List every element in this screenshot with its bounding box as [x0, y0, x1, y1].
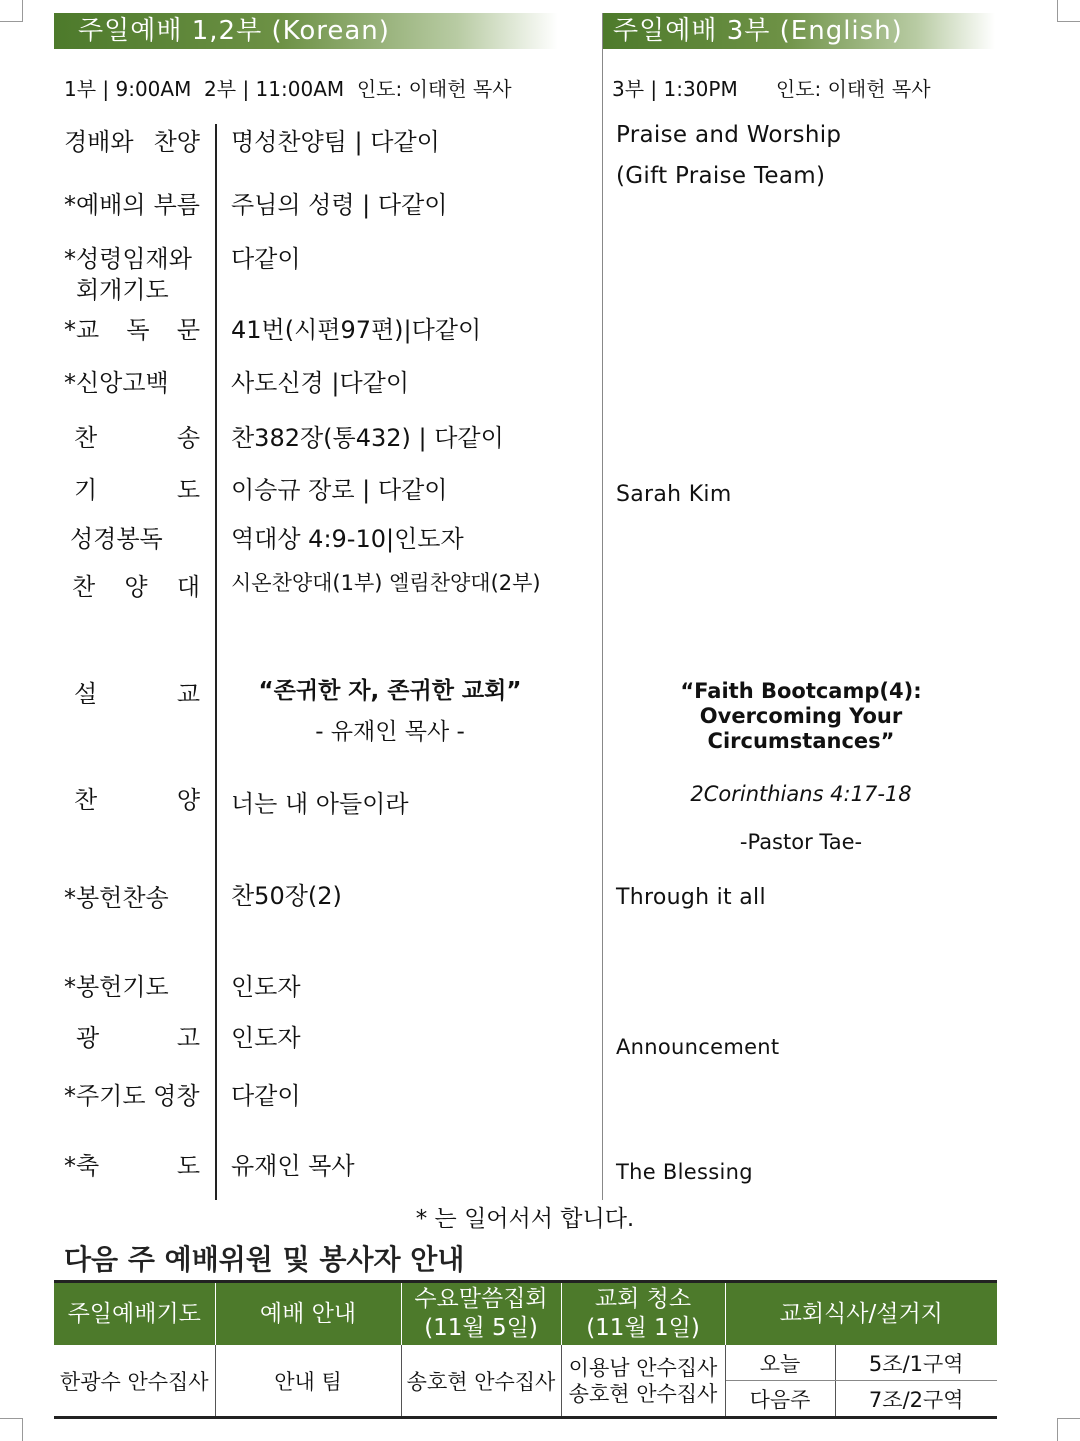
order-label: *주기도 영창 — [64, 1082, 200, 1110]
header-wednesday-line1: 수요말씀집회 — [414, 1286, 548, 1312]
header-cleaning-line2: (11월 1일) — [586, 1315, 700, 1341]
cell-cleaning-line2: 송호현 안수집사 — [568, 1381, 718, 1406]
header-prayer: 주일예배기도 — [54, 1282, 215, 1346]
cell-meal-next-label: 다음주 — [725, 1381, 835, 1418]
cell-usher: 안내 팀 — [215, 1345, 401, 1418]
korean-sermon — [230, 672, 550, 746]
header-wednesday-line2: (11월 5일) — [424, 1315, 538, 1341]
english-worship: Praise and Worship — [616, 122, 842, 148]
english-announcement: Announcement — [616, 1035, 780, 1059]
english-blessing: The Blessing — [616, 1160, 753, 1184]
next-week-title: 다음 주 예배위원 및 봉사자 안내 — [64, 1243, 465, 1276]
order-value: 역대상 4:9-10|인도자 — [231, 525, 464, 553]
sermon-scripture: 2Corinthians 4:17-18 — [690, 782, 912, 806]
cell-prayer: 한광수 안수집사 — [54, 1345, 215, 1418]
cell-meal-next-value: 7조/2구역 — [835, 1381, 997, 1418]
order-value: 너는 내 아들이라 — [231, 790, 409, 818]
order-value: 인도자 — [231, 973, 301, 1001]
header-cleaning — [561, 1282, 725, 1346]
order-label: 찬 양 — [74, 786, 200, 814]
header-cleaning-line1: 교회 청소 — [594, 1286, 692, 1312]
header-wednesday — [401, 1282, 561, 1346]
sermon-title: “존귀한 자, 존귀한 교회” — [258, 678, 522, 704]
cell-meal-today-label: 오늘 — [725, 1345, 835, 1381]
english-worship-team: (Gift Praise Team) — [616, 163, 826, 189]
column-divider — [215, 124, 217, 1200]
english-sermon — [605, 679, 997, 854]
order-value: 찬382장(통432) | 다같이 — [231, 424, 504, 452]
cell-meal-today-value: 5조/1구역 — [835, 1345, 997, 1381]
korean-service-header: 주일예배 1,2부 (Korean) — [54, 13, 558, 49]
order-value: 다같이 — [231, 1082, 301, 1110]
order-label: *신앙고백 — [64, 369, 169, 397]
order-value: 인도자 — [231, 1024, 301, 1052]
volunteer-table — [54, 1280, 997, 1419]
korean-service-subheader: 1부 | 9:00AM 2부 | 11:00AM 인도: 이태헌 목사 — [64, 77, 512, 101]
order-value: 사도신경 |다같이 — [231, 369, 410, 397]
cell-wednesday: 송호현 안수집사 — [401, 1345, 561, 1418]
order-label: *교 독 문 — [64, 316, 200, 344]
order-label: *봉헌기도 — [64, 973, 169, 1001]
page-corner-mark — [1057, 1418, 1080, 1441]
order-label: 기 도 — [74, 476, 200, 504]
cell-cleaning-line1: 이용남 안수집사 — [568, 1355, 718, 1380]
order-value: 다같이 — [231, 245, 301, 273]
english-service-header: 주일예배 3부 (English) — [603, 13, 995, 49]
section-divider — [602, 13, 603, 1200]
order-value: 유재인 목사 — [231, 1152, 355, 1180]
standing-note: * 는 일어서서 합니다. — [415, 1206, 635, 1232]
header-meal: 교회식사/설거지 — [725, 1282, 997, 1346]
order-label: *축 도 — [64, 1152, 200, 1180]
page-corner-mark — [0, 0, 23, 22]
page-corner-mark — [1057, 0, 1080, 22]
order-label: *봉헌찬송 — [64, 884, 169, 912]
table-row — [54, 1345, 997, 1381]
order-value: 주님의 성령 | 다같이 — [231, 191, 448, 219]
english-song: Through it all — [616, 885, 766, 910]
order-label: 찬 송 — [74, 424, 200, 452]
order-value: 시온찬양대(1부) 엘림찬양대(2부) — [231, 571, 541, 595]
cell-cleaning — [561, 1345, 725, 1418]
order-label: 찬 양 대 — [72, 573, 200, 601]
order-label: 성경봉독 — [70, 525, 163, 553]
sermon-preacher: -Pastor Tae- — [739, 830, 863, 854]
sermon-title-line2: Overcoming Your Circumstances” — [699, 704, 903, 753]
header-usher: 예배 안내 — [215, 1282, 401, 1346]
order-label-line2: 회개기도 — [76, 276, 169, 304]
order-value: 이승규 장로 | 다같이 — [231, 476, 448, 504]
order-value: 명성찬양팀 | 다같이 — [231, 128, 440, 156]
sermon-title-line1: “Faith Bootcamp(4): — [680, 679, 922, 703]
order-label: 광 고 — [76, 1024, 200, 1052]
order-label: *예배의 부름 — [64, 191, 200, 219]
order-label: 설 교 — [74, 680, 200, 708]
order-value: 찬50장(2) — [231, 882, 342, 910]
order-label: 경배와 찬양 — [64, 128, 200, 156]
sermon-preacher: - 유재인 목사 - — [315, 719, 465, 745]
page-corner-mark — [0, 1418, 23, 1441]
table-header-row — [54, 1282, 997, 1346]
order-value: 41번(시편97편)|다같이 — [231, 316, 482, 344]
order-label: *성령임재와 — [64, 245, 192, 273]
english-prayer: Sarah Kim — [616, 482, 732, 507]
english-service-subheader: 3부 | 1:30PM 인도: 이태헌 목사 — [612, 77, 931, 101]
